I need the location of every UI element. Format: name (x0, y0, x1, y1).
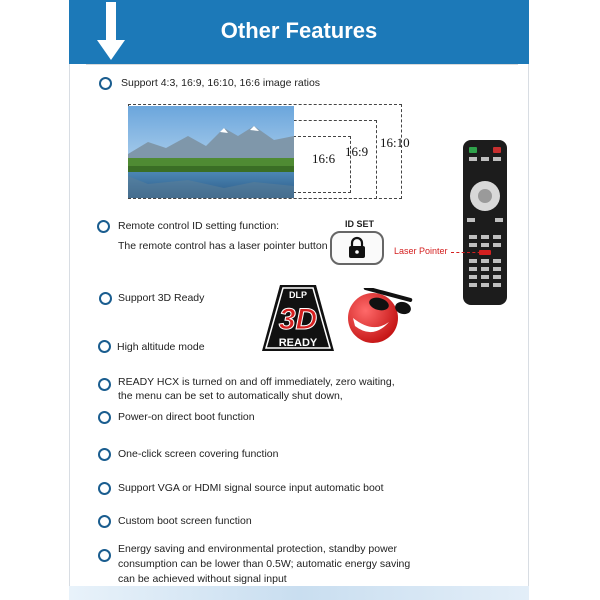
feature-ready-hcx-line2: the menu can be set to automatically shut down, (118, 390, 343, 402)
remote-control-image (463, 140, 507, 305)
bullet-icon (98, 482, 111, 495)
feature-ratios: Support 4:3, 16:9, 16:10, 16:6 image ratios (121, 77, 321, 89)
bullet-icon (99, 292, 112, 305)
dlp-logo-top: DLP (289, 290, 307, 300)
page-title: Other Features (220, 18, 378, 43)
bullet-icon (98, 340, 111, 353)
footer-decoration (69, 586, 529, 600)
feature-energy-line2: consumption can be lower than 0.5W; automatic energy saving (118, 558, 411, 570)
lock-icon (332, 233, 382, 263)
feature-high-altitude: High altitude mode (117, 341, 205, 353)
dlp-logo-bottom: READY (278, 337, 318, 349)
bullet-icon (97, 220, 110, 233)
dlp-logo-mid: 3D (278, 303, 318, 336)
bullet-icon (98, 448, 111, 461)
feature-remote-title: Remote control ID setting function: (118, 220, 280, 232)
feature-energy-line1: Energy saving and environmental protection, standby power (118, 543, 397, 555)
feature-screen-cover: One-click screen covering function (118, 448, 279, 460)
ratio-label-16-9: 16:9 (345, 144, 369, 159)
feature-3d: Support 3D Ready (118, 292, 205, 304)
dlp-3d-ready-logo (258, 285, 338, 353)
ratio-label-16-6: 16:6 (312, 151, 336, 166)
bullet-icon (98, 515, 111, 528)
ratio-label-16-10: 16:10 (380, 135, 410, 150)
idset-button-image (330, 231, 384, 265)
laser-pointer-line (451, 252, 486, 253)
idset-label: ID SET (345, 219, 375, 229)
header-banner (69, 0, 529, 64)
feature-remote-desc: The remote control has a laser pointer button (118, 240, 328, 252)
feature-auto-boot: Support VGA or HDMI signal source input automatic boot (118, 482, 384, 494)
laser-pointer-label: Laser Pointer (394, 246, 448, 256)
3d-glasses-emoji-icon (343, 288, 415, 344)
landscape-image (128, 106, 294, 198)
feature-energy-line3: can be achieved without signal input (118, 573, 287, 585)
bullet-icon (98, 378, 111, 391)
feature-power-on-boot: Power-on direct boot function (118, 411, 255, 423)
bullet-icon (98, 549, 111, 562)
bullet-icon (98, 411, 111, 424)
feature-custom-boot-screen: Custom boot screen function (118, 515, 252, 527)
feature-ready-hcx-line1: READY HCX is turned on and off immediately, zero waiting, (118, 376, 395, 388)
header-divider (86, 64, 518, 65)
bullet-icon (99, 77, 112, 90)
down-arrow-icon (94, 2, 128, 62)
